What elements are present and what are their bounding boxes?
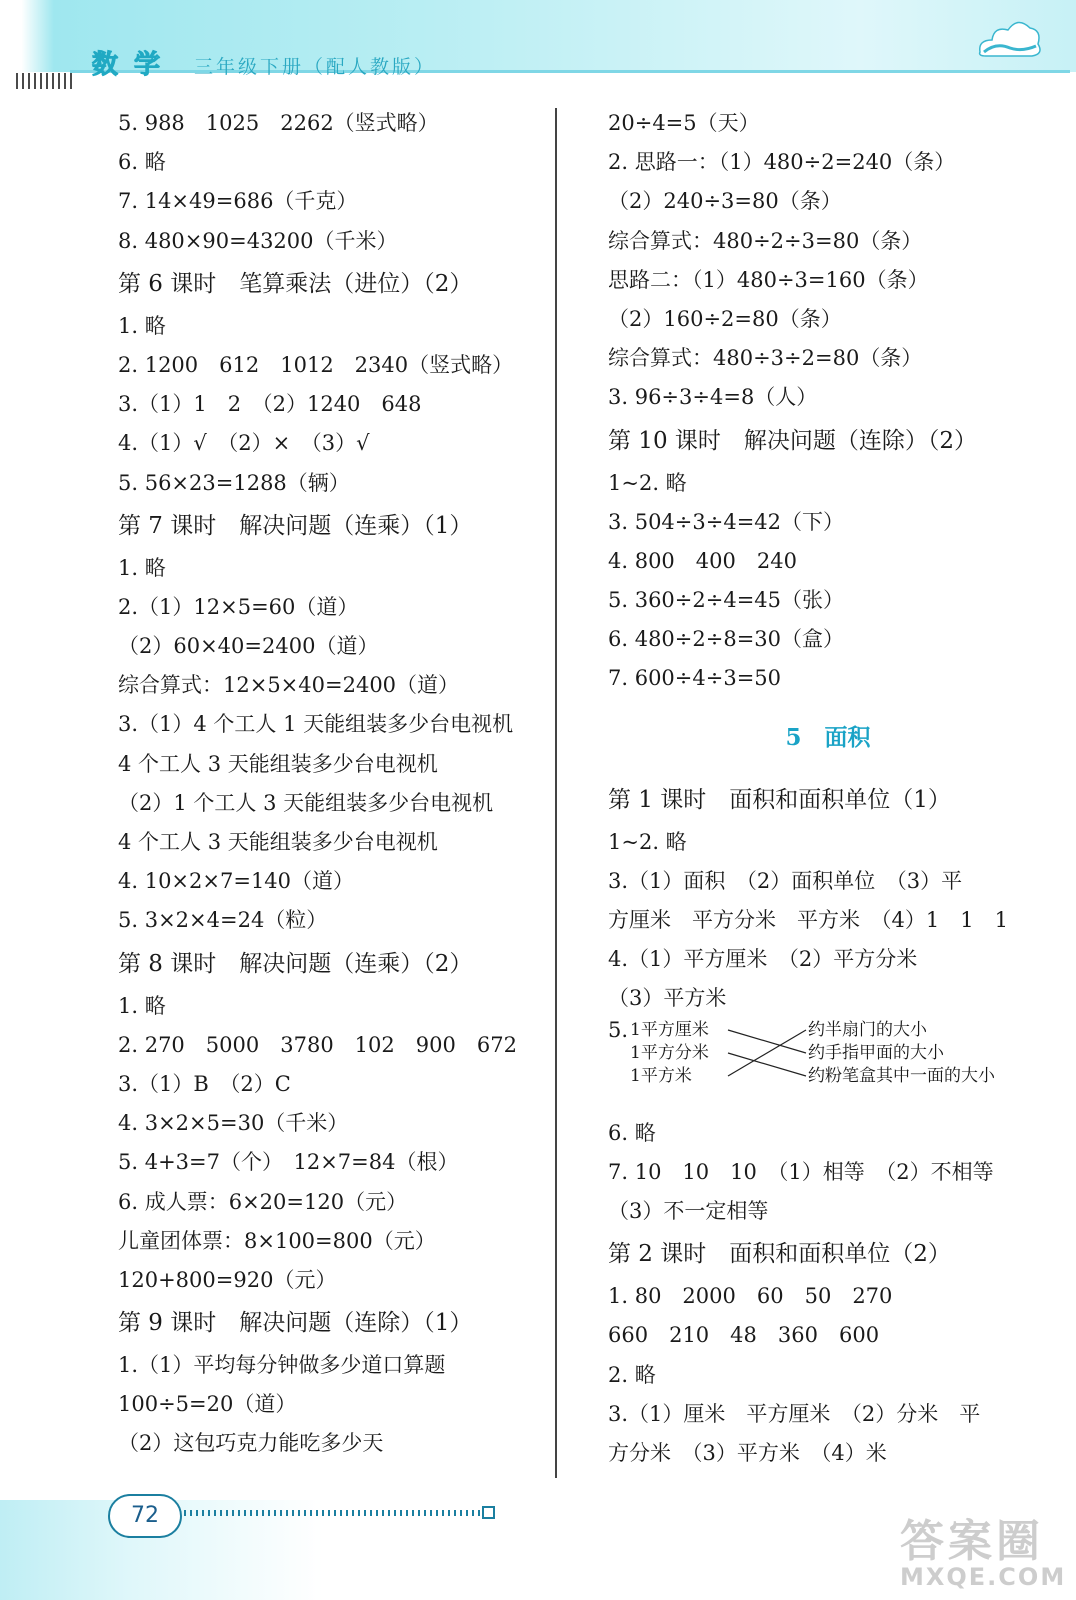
answer-line: 3.（1）B （2）C <box>118 1071 291 1096</box>
answer-line: 1~2. 略 <box>608 829 687 854</box>
footer-square-decoration <box>482 1506 495 1519</box>
matching-left-item: 1平方米 <box>630 1065 692 1086</box>
section-heading: 第 2 课时 面积和面积单位（2） <box>608 1241 951 1268</box>
left-column <box>118 104 546 1464</box>
section-heading: 第 1 课时 面积和面积单位（1） <box>608 786 951 813</box>
answer-line: 5. 360÷2÷4=45（张） <box>608 588 845 613</box>
answer-line: （2）1 个工人 3 天能组装多少台电视机 <box>118 790 494 815</box>
answer-line: 4. 3×2×5=30（千米） <box>118 1111 349 1136</box>
answer-line: （3）不一定相等 <box>608 1198 769 1223</box>
answer-line: （2）这包巧克力能吃多少天 <box>118 1431 384 1456</box>
answer-line: （2）240÷3=80（条） <box>608 189 842 214</box>
answer-line: 3.（1）厘米 平方厘米 （2）分米 平 <box>608 1401 981 1426</box>
answer-line: 4.（1）√ （2）× （3）√ <box>118 431 370 456</box>
answer-line: （2）160÷2=80（条） <box>608 306 842 331</box>
answer-line: 5. 988 1025 2262（竖式略） <box>118 111 439 135</box>
section-heading: 第 9 课时 解决问题（连除）（1） <box>118 1310 473 1337</box>
match-line <box>728 1030 806 1076</box>
answer-line: 6. 480÷2÷8=30（盒） <box>608 627 845 652</box>
header-title <box>92 44 436 81</box>
answer-line: 4.（1）平方厘米 （2）平方分米 <box>608 947 918 972</box>
chapter-title: 5 面积 <box>785 723 871 751</box>
subject-title: 数学 <box>92 50 177 80</box>
answer-line: 8. 480×90=43200（千米） <box>118 228 398 253</box>
cloud-icon <box>974 12 1044 62</box>
answer-line: 6. 成人票：6×20=120（元） <box>118 1189 408 1214</box>
answer-line: 7. 14×49=686（千克） <box>118 189 358 214</box>
right-column-top <box>608 104 1048 699</box>
answer-line: 5. 4+3=7（个） 12×7=84（根） <box>118 1150 459 1175</box>
answer-line: 100÷5=20（道） <box>118 1392 297 1417</box>
match-line <box>728 1030 806 1053</box>
section-heading: 第 7 课时 解决问题（连乘）（1） <box>118 512 473 539</box>
answer-line: 660 210 48 360 600 <box>608 1323 880 1348</box>
answer-line: 综合算式：12×5×40=2400（道） <box>118 673 460 698</box>
right-column-bottom <box>608 1114 1048 1474</box>
answer-line: 方分米 （3）平方米 （4）米 <box>608 1440 887 1465</box>
answer-line: 思路二：（1）480÷3=160（条） <box>608 267 929 292</box>
answer-line: 4. 10×2×7=140（道） <box>118 869 355 894</box>
section-heading: 第 10 课时 解决问题（连除）（2） <box>608 427 978 454</box>
matching-lines <box>726 1019 810 1089</box>
column-divider <box>555 108 557 1478</box>
answer-line: 4 个工人 3 天能组装多少台电视机 <box>118 751 438 776</box>
answer-line: 5. 56×23=1288（辆） <box>118 470 350 495</box>
answer-line: 2. 略 <box>608 1362 656 1387</box>
watermark-logo-text: 答案圈 <box>900 1516 1044 1567</box>
matching-right-item: 约手指甲面的大小 <box>808 1042 944 1063</box>
answer-line: 7. 10 10 10 （1）相等 （2）不相等 <box>608 1159 994 1184</box>
watermark-url: MXQE.COM <box>900 1563 1067 1591</box>
matching-right-item: 约粉笔盒其中一面的大小 <box>808 1065 995 1086</box>
answer-line: 综合算式：480÷2÷3=80（条） <box>608 228 923 253</box>
answer-line: 6. 略 <box>608 1120 656 1145</box>
answer-line: （3）平方米 <box>608 986 727 1011</box>
answer-line: 3.（1）1 2 （2）1240 648 <box>118 392 422 417</box>
page-number: 72 <box>108 1494 182 1538</box>
answer-line: 4 个工人 3 天能组装多少台电视机 <box>118 830 438 854</box>
right-column <box>608 104 1048 1473</box>
answer-line: 方厘米 平方分米 平方米 （4）1 1 1 <box>608 908 1008 932</box>
right-column-mid <box>608 777 1048 1019</box>
answer-line: 2. 270 5000 3780 102 900 672 <box>118 1032 517 1057</box>
answer-line: 2. 1200 612 1012 2340（竖式略） <box>118 352 514 377</box>
answer-line: 1. 略 <box>118 993 166 1018</box>
answer-line: 4. 800 400 240 <box>608 548 797 573</box>
answer-line: 综合算式：480÷3÷2=80（条） <box>608 346 923 371</box>
section-heading: 第 8 课时 解决问题（连乘）（2） <box>118 950 473 977</box>
matching-exercise <box>608 1019 1048 1114</box>
answer-line: 1.（1）平均每分钟做多少道口算题 <box>118 1353 446 1378</box>
matching-number: 5. <box>608 1017 629 1042</box>
answer-line: 120+800=920（元） <box>118 1267 337 1292</box>
matching-left-item: 1平方厘米 <box>630 1019 709 1040</box>
footer-dotted-rule <box>184 1510 482 1516</box>
answer-line: 20÷4=5（天） <box>608 111 760 135</box>
answer-line: 7. 600÷4÷3=50 <box>608 666 782 691</box>
watermark <box>900 1505 1067 1595</box>
answer-line: 1. 略 <box>118 555 166 580</box>
answer-line: 3. 504÷3÷4=42（下） <box>608 509 845 534</box>
answer-line: （2）60×40=2400（道） <box>118 634 379 659</box>
answer-line: 1. 略 <box>118 313 166 338</box>
answer-line: 3. 96÷3÷4=8（人） <box>608 385 818 410</box>
answer-line: 3.（1）面积 （2）面积单位 （3）平 <box>608 868 963 893</box>
section-heading: 第 6 课时 笔算乘法（进位）（2） <box>118 270 473 297</box>
answer-line: 1~2. 略 <box>608 470 687 495</box>
matching-right-list <box>808 1019 995 1088</box>
header-barcode-decoration <box>16 73 72 89</box>
matching-right-item: 约半扇门的大小 <box>808 1019 927 1040</box>
answer-line: 2.（1）12×5=60（道） <box>118 594 359 619</box>
matching-left-item: 1平方分米 <box>630 1042 709 1063</box>
answer-line: 6. 略 <box>118 150 166 175</box>
grade-title: 三年级下册（配人教版） <box>194 56 437 78</box>
answer-line: 3.（1）4 个工人 1 天能组装多少台电视机 <box>118 712 514 737</box>
answer-line: 儿童团体票：8×100=800（元） <box>118 1228 436 1253</box>
answer-line: 5. 3×2×4=24（粒） <box>118 908 328 933</box>
answer-line: 2. 思路一：（1）480÷2=240（条） <box>608 150 956 175</box>
answer-line: 1. 80 2000 60 50 270 <box>608 1284 893 1309</box>
match-line <box>728 1053 806 1076</box>
matching-left-list <box>630 1019 709 1088</box>
